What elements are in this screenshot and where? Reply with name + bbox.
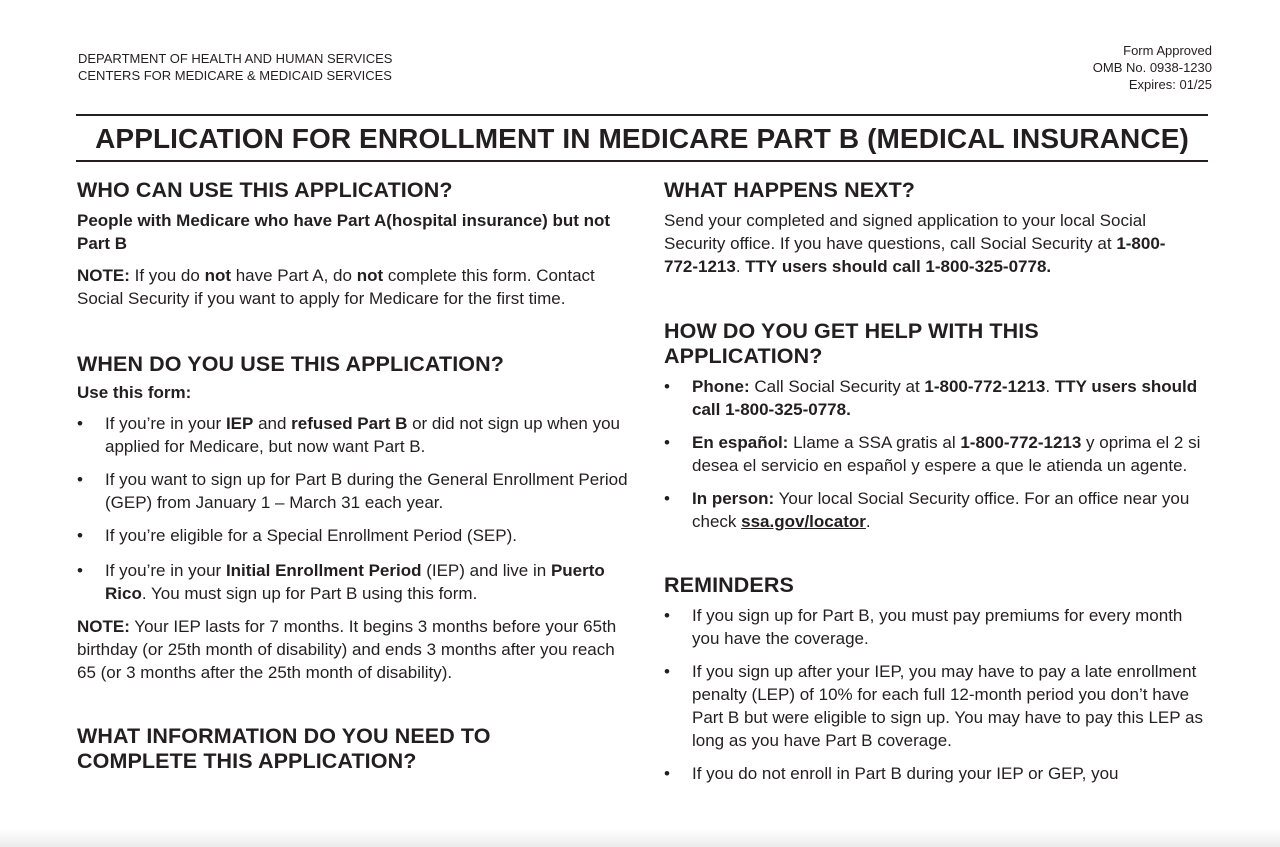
when-bullet-gep: • If you want to sign up for Part B during the General Enrollment Period (GEP) from January 1 – March 31 each year. bbox=[77, 468, 637, 514]
reminder-enrollment: • If you do not enroll in Part B during your IEP or GEP, you bbox=[664, 762, 1214, 785]
when-bullet-puerto-rico: • If you’re in your Initial Enrollment Period (IEP) and live in Puerto Rico. You must sign up for Part B using this form. bbox=[77, 559, 637, 605]
who-subheading: People with Medicare who have Part A(hospital insurance) but not Part B bbox=[77, 211, 611, 253]
iep-note: NOTE: Your IEP lasts for 7 months. It begins 3 months before your 65th birthday (or 25th month of disability) and ends 3 months after you reach 65 (or 3 months after the 25th month of disability). bbox=[77, 617, 617, 682]
ssa-locator-link[interactable]: ssa.gov/locator bbox=[741, 512, 866, 531]
reminder-late-penalty: • If you sign up after your IEP, you may have to pay a late enrollment penalty (LEP) of 10% for each full 12-month period you don’t have Part B but were eligible to sign up. You may have to pay this LEP as long as you have Part B coverage. bbox=[664, 660, 1214, 752]
title-bottom-rule bbox=[76, 160, 1208, 162]
next-text: Send your completed and signed application to your local Social Security office. If you have questions, call Social Security at 1-800-772-1213. TTY users should call 1-800-325-0778. bbox=[664, 211, 1166, 276]
who-heading: WHO CAN USE THIS APPLICATION? bbox=[77, 178, 453, 202]
next-heading: WHAT HAPPENS NEXT? bbox=[664, 178, 916, 202]
what-info-heading: WHAT INFORMATION DO YOU NEED TO COMPLETE THIS APPLICATION? bbox=[77, 724, 491, 773]
use-form-label: Use this form: bbox=[77, 383, 192, 402]
help-heading: HOW DO YOU GET HELP WITH THIS APPLICATION? bbox=[664, 319, 1039, 368]
form-title: APPLICATION FOR ENROLLMENT IN MEDICARE PART B (MEDICAL INSURANCE) bbox=[95, 123, 1189, 154]
reminders-heading: REMINDERS bbox=[664, 573, 794, 597]
reminders-bullet-list bbox=[664, 604, 1214, 785]
reminder-premiums: • If you sign up for Part B, you must pay premiums for every month you have the coverage. bbox=[664, 604, 1214, 650]
when-bullet-list bbox=[77, 412, 637, 605]
help-bullet-espanol: • En español: Llame a SSA gratis al 1-800-772-1213 y oprima el 2 si desea el servicio en español y espere a que le atienda un agente. bbox=[664, 431, 1214, 477]
help-bullet-list bbox=[664, 375, 1214, 533]
who-note: NOTE: If you do not have Part A, do not complete this form. Contact Social Security if you want to apply for Medicare for the first time. bbox=[77, 266, 595, 308]
right-column bbox=[664, 178, 1214, 785]
when-bullet-iep: • If you’re in your IEP and refused Part B or did not sign up when you applied for Medicare, but now want Part B. bbox=[77, 412, 637, 458]
when-heading: WHEN DO YOU USE THIS APPLICATION? bbox=[77, 352, 504, 376]
help-bullet-in-person: • In person: Your local Social Security office. For an office near you check ssa.gov/locator. bbox=[664, 487, 1214, 533]
note-label: NOTE: bbox=[77, 266, 130, 285]
title-top-rule bbox=[76, 114, 1208, 116]
agency-line-2: CENTERS FOR MEDICARE & MEDICAID SERVICES bbox=[78, 68, 392, 83]
agency-block bbox=[78, 50, 392, 84]
omb-number: OMB No. 0938-1230 bbox=[1092, 60, 1212, 75]
page-bottom-shadow bbox=[0, 829, 1280, 847]
form-approved-text: Form Approved bbox=[1123, 43, 1212, 58]
agency-line-1: DEPARTMENT OF HEALTH AND HUMAN SERVICES bbox=[78, 51, 393, 66]
form-approval-block bbox=[1093, 42, 1212, 93]
left-column bbox=[77, 178, 637, 774]
when-bullet-sep: • If you’re eligible for a Special Enrollment Period (SEP). bbox=[77, 524, 637, 547]
tty-phone-text: TTY users should call 1-800-325-0778. bbox=[745, 257, 1052, 276]
expiration-date: Expires: 01/25 bbox=[1128, 77, 1212, 92]
help-bullet-phone: • Phone: Call Social Security at 1-800-772-1213. TTY users should call 1-800-325-0778. bbox=[664, 375, 1214, 421]
ssa-phone-number: 1-800-772-1213 bbox=[664, 234, 1166, 276]
